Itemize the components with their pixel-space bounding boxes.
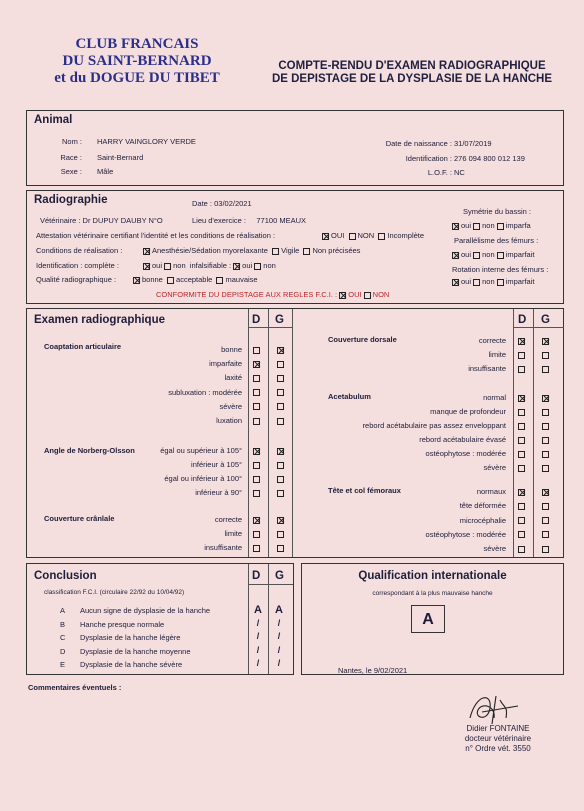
qualite-bonne-checkbox[interactable]: [133, 277, 140, 284]
grade-d-value: /: [256, 658, 260, 668]
parallelisme-imparfait-label: imparfait: [505, 250, 535, 259]
race-value: Saint-Bernard: [97, 153, 144, 162]
condition-vigile-label: Vigile: [281, 246, 300, 255]
parallelisme-non-label: non: [482, 250, 495, 259]
grade-g-value: A: [275, 604, 283, 616]
acetabulum-g-checkbox[interactable]: [542, 437, 549, 444]
signer-title: docteur vétérinaire: [464, 734, 532, 743]
acetabulum-d-checkbox[interactable]: [518, 409, 525, 416]
examen-title: Examen radiographique: [34, 314, 166, 326]
acetabulum-item: ostéophytose : modérée: [425, 449, 506, 458]
tete-d-checkbox[interactable]: [518, 503, 525, 510]
tete-g-checkbox[interactable]: [542, 517, 549, 524]
conditions-label: Conditions de réalisation :: [36, 246, 123, 255]
acetabulum-g-checkbox[interactable]: [542, 423, 549, 430]
examen-col-d-right: D: [518, 314, 527, 326]
tete-col-item: tête déformée: [459, 501, 506, 511]
sexe-label: Sexe :: [60, 167, 82, 176]
comments-label: Commentaires éventuels :: [28, 683, 122, 692]
norberg-label: Angle de Norberg-Olsson: [44, 446, 135, 455]
grade-text: Dysplasie de la hanche légère: [80, 633, 181, 642]
norberg-d-checkbox[interactable]: [253, 490, 260, 497]
couverture-dorsale-item: correcte: [478, 336, 506, 345]
rotation-non-label: non: [482, 277, 495, 286]
signer-ordre: n° Ordre vét. 3550: [465, 744, 531, 753]
ident-complete-oui-label: oui: [152, 261, 163, 270]
tete-g-checkbox[interactable]: [542, 503, 549, 510]
couverture-cranlale-label: Couverture crânlale: [44, 514, 115, 523]
rotation-non-checkbox[interactable]: [473, 279, 480, 286]
infalsifiable-non-label: non: [263, 261, 276, 270]
radio-lieu: [192, 216, 306, 225]
signature-icon: [462, 688, 522, 728]
ident-complete-oui-checkbox[interactable]: [143, 263, 150, 270]
tete-g-checkbox[interactable]: [542, 546, 549, 553]
acetabulum-item: sévère: [483, 463, 506, 472]
race-label: Race :: [60, 153, 82, 162]
naissance-value: 31/07/2019: [454, 139, 492, 148]
qualite-mauvaise-checkbox[interactable]: [216, 277, 223, 284]
condition-anesthesie-checkbox[interactable]: [143, 248, 150, 255]
coaptation-g-checkbox[interactable]: [277, 375, 284, 382]
grade-letter: C: [60, 633, 66, 642]
symetrie-imparfaite-label: imparfa: [505, 221, 531, 230]
grade-g-value: /: [277, 658, 281, 668]
coaptation-d-checkbox[interactable]: [253, 347, 260, 354]
ident-complete-label: Identification : complète :: [36, 261, 119, 270]
conformite-oui-label: OUI: [348, 290, 362, 299]
coaptation-item: laxité: [224, 373, 242, 383]
coaptation-g-checkbox[interactable]: [277, 389, 284, 396]
cranlale-g-checkbox[interactable]: [277, 545, 284, 552]
lieu-value: 77100 MEAUX: [256, 216, 307, 225]
symetrie-imparfaite-checkbox[interactable]: [497, 223, 504, 230]
conformite-non-checkbox[interactable]: [364, 292, 371, 299]
nom-label: Nom :: [61, 137, 82, 146]
conformite-non-label: NON: [372, 290, 390, 299]
rotation-imparfait-label: imparfait: [505, 277, 535, 286]
coaptation-item: subluxation : modérée: [168, 387, 242, 397]
grade-g-value: /: [277, 631, 281, 641]
coaptation-item: luxation: [216, 416, 242, 425]
radiographie-title: Radiographie: [34, 194, 108, 206]
report-title-line-2: DE DEPISTAGE DE LA DYSPLASIE DE LA HANCHE: [271, 73, 553, 85]
ident-options: [143, 261, 276, 270]
grade-letter: B: [60, 619, 66, 629]
norberg-item: égal ou inférieur à 100°: [164, 474, 242, 483]
parallelisme-non-checkbox[interactable]: [473, 252, 480, 259]
examen-divider-middle: [292, 309, 293, 557]
date-value: 03/02/2021: [214, 199, 252, 208]
coaptation-d-checkbox[interactable]: [253, 403, 260, 410]
grade-d-value: A: [254, 604, 262, 616]
attestation-non-checkbox[interactable]: [349, 233, 356, 240]
symetrie-options: [452, 221, 531, 230]
norberg-g-checkbox[interactable]: [277, 462, 284, 469]
club-line-1: CLUB FRANCAIS: [75, 36, 199, 52]
grade-d-value: /: [256, 617, 260, 628]
acetabulum-d-checkbox[interactable]: [518, 451, 525, 458]
attestation-incomplete-label: Incomplète: [387, 231, 425, 240]
ident-complete-non-label: non: [173, 261, 186, 270]
report-title-line-1: COMPTE-RENDU D'EXAMEN RADIOGRAPHIQUE: [278, 60, 546, 72]
examen-divider-d-left: [248, 309, 249, 557]
symetrie-non-label: non: [482, 221, 495, 230]
conclusion-classification: classification F.C.I. (circulaire 22/92 du 10/04/92): [44, 589, 185, 596]
condition-non-precisees-checkbox[interactable]: [303, 248, 310, 255]
dorsale-g-checkbox[interactable]: [542, 338, 549, 345]
coaptation-item: bonne: [221, 345, 242, 354]
examen-col-d: D: [252, 314, 261, 326]
naissance-label: Date de naissance :: [385, 139, 452, 148]
acetabulum-g-checkbox[interactable]: [542, 395, 549, 402]
parallelisme-imparfait-checkbox[interactable]: [497, 252, 504, 259]
grade-text: Aucun signe de dysplasie de la hanche: [80, 606, 211, 615]
vet-value: Dr DUPUY DAUBY N°O: [82, 216, 163, 225]
norberg-d-checkbox[interactable]: [253, 462, 260, 469]
attestation-oui-checkbox[interactable]: [322, 233, 329, 240]
acetabulum-d-checkbox[interactable]: [518, 423, 525, 430]
qualification-title: Qualification internationale: [358, 570, 507, 582]
coaptation-d-checkbox[interactable]: [253, 418, 260, 425]
rotation-oui-checkbox[interactable]: [452, 279, 459, 286]
place-date: Nantes, le 9/02/2021: [338, 666, 408, 675]
infalsifiable-oui-checkbox[interactable]: [233, 263, 240, 270]
symetrie-oui-label: oui: [461, 221, 472, 230]
tete-col-label: Tête et col fémoraux: [328, 486, 401, 495]
conclusion-col-d: D: [252, 570, 261, 582]
qualite-acceptable-label: acceptable: [176, 275, 213, 284]
nom-value: HARRY VAINGLORY VERDE: [97, 137, 196, 146]
grade-letter: A: [60, 606, 66, 615]
coaptation-g-checkbox[interactable]: [277, 361, 284, 368]
dorsale-g-checkbox[interactable]: [542, 352, 549, 359]
tete-d-checkbox[interactable]: [518, 517, 525, 524]
tete-col-item: sévère: [483, 544, 506, 554]
conformite-oui-checkbox[interactable]: [339, 292, 346, 299]
norberg-g-checkbox[interactable]: [277, 476, 284, 483]
grade-g-value: /: [277, 644, 281, 655]
coaptation-g-checkbox[interactable]: [277, 347, 284, 354]
tete-col-item: ostéophytose : modérée: [425, 529, 506, 539]
cranlale-d-checkbox[interactable]: [253, 531, 260, 538]
examen-divider-d-g: [268, 309, 269, 557]
club-line-3: et du DOGUE DU TIBET: [54, 70, 220, 86]
grade-d-value: /: [256, 631, 260, 641]
animal-title: Animal: [34, 114, 73, 126]
coaptation-item: sévère: [219, 401, 242, 411]
lieu-label: Lieu d'exercice :: [192, 216, 246, 225]
symetrie-oui-checkbox[interactable]: [452, 223, 459, 230]
qualification-subtitle: correspondant à la plus mauvaise hanche: [372, 590, 493, 597]
conformite-row: [156, 290, 389, 299]
norberg-g-checkbox[interactable]: [277, 490, 284, 497]
infalsifiable-label: infalsifiable :: [189, 261, 232, 270]
coaptation-d-checkbox[interactable]: [253, 361, 260, 368]
tete-d-checkbox[interactable]: [518, 546, 525, 553]
grade-letter: E: [60, 660, 66, 669]
cranlale-g-checkbox[interactable]: [277, 517, 284, 524]
tete-col-item: microcéphalie: [459, 515, 506, 525]
couverture-dorsale-label: Couverture dorsale: [328, 335, 397, 344]
norberg-item: inférieur à 90°: [195, 488, 242, 497]
attestation-label: Attestation vétérinaire certifiant l'identité et les conditions de réalisation :: [36, 231, 276, 240]
coaptation-g-checkbox[interactable]: [277, 418, 284, 425]
rotation-oui-label: oui: [461, 277, 472, 286]
infalsifiable-non-checkbox[interactable]: [254, 263, 261, 270]
radio-vet: [40, 216, 163, 225]
grade-text: Dysplasie de la hanche sévère: [80, 660, 183, 669]
qualite-bonne-label: bonne: [142, 275, 163, 284]
club-line-2: DU SAINT-BERNARD: [62, 53, 212, 69]
rotation-imparfait-checkbox[interactable]: [497, 279, 504, 286]
acetabulum-item: manque de profondeur: [430, 407, 506, 416]
couverture-cranlale-item: correcte: [214, 515, 242, 524]
coaptation-d-checkbox[interactable]: [253, 375, 260, 382]
grade-text: Dysplasie de la hanche moyenne: [80, 646, 191, 656]
couverture-dorsale-item: insuffisante: [468, 364, 506, 374]
lof-label: L.O.F. :: [427, 168, 452, 177]
condition-non-precisees-label: Non précisées: [312, 246, 361, 255]
radio-date: [192, 199, 252, 208]
conclusion-col-g: G: [275, 570, 284, 582]
conditions-options: [143, 246, 360, 255]
acetabulum-item: rebord acétabulaire évasé: [419, 435, 506, 444]
identification-label: Identification :: [405, 154, 452, 163]
grade-text: Hanche presque normale: [80, 619, 165, 629]
attestation-options: [322, 231, 424, 240]
dorsale-d-checkbox[interactable]: [518, 352, 525, 359]
signer-block: [448, 724, 548, 754]
attestation-incomplete-checkbox[interactable]: [378, 233, 385, 240]
acetabulum-item: normal: [483, 393, 506, 402]
identification-value: 276 094 800 012 139: [454, 154, 525, 163]
signer-name: Didier FONTAINE: [466, 724, 530, 733]
qualification-grade: A: [411, 605, 445, 633]
coaptation-d-checkbox[interactable]: [253, 389, 260, 396]
attestation-oui-label: OUI: [331, 231, 345, 240]
rotation-label: Rotation interne des fémurs :: [452, 265, 549, 274]
norberg-d-checkbox[interactable]: [253, 448, 260, 455]
coaptation-item: imparfaite: [209, 359, 242, 369]
parallelisme-oui-label: oui: [461, 250, 472, 259]
tete-g-checkbox[interactable]: [542, 531, 549, 538]
acetabulum-g-checkbox[interactable]: [542, 409, 549, 416]
coaptation-g-checkbox[interactable]: [277, 403, 284, 410]
grade-d-value: /: [256, 644, 260, 655]
tete-g-checkbox[interactable]: [542, 489, 549, 496]
grade-letter: D: [60, 646, 66, 656]
conclusion-title: Conclusion: [34, 570, 97, 582]
tete-d-checkbox[interactable]: [518, 531, 525, 538]
cranlale-d-checkbox[interactable]: [253, 545, 260, 552]
date-label: Date :: [192, 199, 213, 208]
qualite-label: Qualité radiographique :: [36, 275, 117, 284]
acetabulum-d-checkbox[interactable]: [518, 395, 525, 402]
norberg-d-checkbox[interactable]: [253, 476, 260, 483]
dorsale-d-checkbox[interactable]: [518, 366, 525, 373]
acetabulum-label: Acetabulum: [328, 392, 371, 401]
sexe-value: Mâle: [97, 167, 114, 176]
dorsale-d-checkbox[interactable]: [518, 338, 525, 345]
acetabulum-g-checkbox[interactable]: [542, 451, 549, 458]
qualite-mauvaise-label: mauvaise: [225, 275, 258, 284]
parallelisme-options: [452, 250, 534, 259]
acetabulum-item: rebord acétabulaire pas assez enveloppant: [362, 421, 506, 430]
parallelisme-oui-checkbox[interactable]: [452, 252, 459, 259]
qualite-acceptable-checkbox[interactable]: [167, 277, 174, 284]
examen-col-g-right: G: [541, 314, 550, 326]
norberg-item: égal ou supérieur à 105°: [160, 446, 242, 455]
vet-label: Vétérinaire :: [40, 216, 81, 225]
condition-anesthesie-label: Anesthésie/Sédation myorelaxante: [152, 246, 268, 255]
qualite-options: [133, 275, 258, 284]
parallelisme-label: Parallélisme des fémurs :: [454, 236, 539, 245]
examen-divider-d2-left: [513, 309, 514, 557]
norberg-g-checkbox[interactable]: [277, 448, 284, 455]
rotation-options: [452, 277, 534, 286]
couverture-dorsale-item: limite: [488, 350, 506, 360]
acetabulum-g-checkbox[interactable]: [542, 465, 549, 472]
examen-divider-d2-g: [533, 309, 534, 557]
conformite-label: CONFORMITE DU DEPISTAGE AUX REGLES F.C.I. :: [156, 290, 338, 299]
condition-vigile-checkbox[interactable]: [272, 248, 279, 255]
cranlale-d-checkbox[interactable]: [253, 517, 260, 524]
tete-col-item: normaux: [476, 487, 506, 496]
examen-col-g: G: [275, 314, 284, 326]
couverture-cranlale-item: limite: [224, 529, 242, 538]
grade-g-value: /: [277, 617, 281, 628]
symetrie-label: Symétrie du bassin :: [463, 207, 531, 216]
ident-complete-non-checkbox[interactable]: [164, 263, 171, 270]
lof-value: NC: [454, 168, 465, 177]
coaptation-label: Coaptation articulaire: [44, 342, 122, 351]
dorsale-g-checkbox[interactable]: [542, 366, 549, 373]
norberg-item: inférieur à 105°: [191, 460, 242, 469]
attestation-non-label: NON: [357, 231, 375, 240]
report-title: [262, 60, 562, 86]
cranlale-g-checkbox[interactable]: [277, 531, 284, 538]
infalsifiable-oui-label: oui: [242, 261, 253, 270]
couverture-cranlale-item: insuffisante: [204, 543, 242, 552]
acetabulum-d-checkbox[interactable]: [518, 437, 525, 444]
club-name: [42, 36, 232, 87]
acetabulum-d-checkbox[interactable]: [518, 465, 525, 472]
tete-d-checkbox[interactable]: [518, 489, 525, 496]
symetrie-non-checkbox[interactable]: [473, 223, 480, 230]
